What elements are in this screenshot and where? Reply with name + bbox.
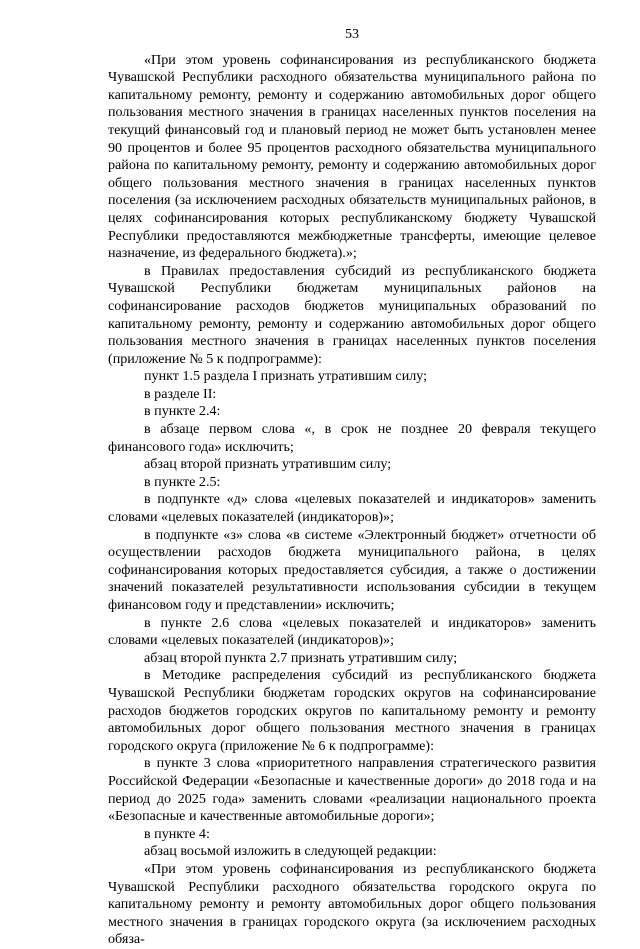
paragraph-6: в абзаце первом слова «, в срок не позднее 20 февраля текущего финансового года» исключить; bbox=[108, 421, 596, 455]
paragraph-7: абзац второй признать утратившим силу; bbox=[144, 456, 392, 473]
paragraph-11: в пункте 2.6 слова «целевых показателей и индикаторов» заменить словами «целевых показателей (индикаторов)»; bbox=[108, 614, 596, 649]
paragraph-2: в Правилах предоставления субсидий из республиканского бюджета Чувашской Республики бюджетам муниципальных районов на софинансирование расходов бюджетов муниципальных образований по капитальному ремонту, ремонту и содержанию автомобильных дорог общего пользования местного значения в границах населенных пунктов поселения (приложение № 5 к подпрограмме): bbox=[108, 262, 596, 367]
paragraph-13: в Методике распределения субсидий из республиканского бюджета Чувашской Республики бюджетам городских округов на софинансирование расходов бюджетов городских округов по капитальному ремонту и ремонту автомобильных дорог общего пользования местного значения в границах городского округа (приложение № 6 к подпрограмме): bbox=[108, 667, 596, 754]
page-number: 53 bbox=[344, 26, 360, 42]
paragraph-3: пункт 1.5 раздела I признать утратившим силу; bbox=[144, 368, 428, 385]
paragraph-15: в пункте 4: bbox=[144, 825, 210, 842]
document-page bbox=[108, 26, 596, 949]
paragraph-14: в пункте 3 слова «приоритетного направления стратегического развития Российской Федерации «Безопасные и качественные дороги» до 2018 года и на период до 2025 года» заменить словами «реализации национального проекта «Безопасные и качественные автомобильные дороги»; bbox=[108, 755, 596, 825]
paragraph-1: «При этом уровень софинансирования из республиканского бюджета Чувашской Республики расходного обязательства муниципального района по капитальному ремонту, ремонту и содержанию автомобильных дорог общего пользования местного значения в границах населенных пунктов поселения на текущий финансовый год и плановый период не может быть установлен менее 90 процентов и более 95 процентов расходного обязательства муниципального района по капитальному ремонту, ремонту и содержанию автомобильных дорог общего пользования местного значения в границах населенных пунктов поселения (за исключением расходных обязательств муниципальных районов, в целях софинансирования которых республиканскому бюджету Чувашской Республики предоставляются межбюджетные трансферты, имеющие целевое назначение, из федерального бюджета).»; bbox=[108, 51, 596, 262]
paragraph-9: в подпункте «д» слова «целевых показателей и индикаторов» заменить словами «целевых показателей (индикаторов)»; bbox=[108, 491, 596, 526]
paragraph-16: абзац восьмой изложить в следующей редакции: bbox=[144, 843, 437, 860]
paragraph-12: абзац второй пункта 2.7 признать утратившим силу; bbox=[144, 649, 458, 666]
paragraph-17: «При этом уровень софинансирования из республиканского бюджета Чувашской Республики расходного обязательства городского округа по капитальному ремонту и ремонту автомобильных дорог общего пользования местного значения в границах городского округа (за исключением расходных обяза- bbox=[108, 860, 596, 948]
paragraph-5: в пункте 2.4: bbox=[144, 403, 221, 420]
paragraph-10: в подпункте «з» слова «в системе «Электронный бюджет» отчетности об осуществлении расходов бюджета муниципального района, в целях софинансирования которых предоставляется субсидия, а также о достижении значений показателей результативности использования субсидии в текущем финансовом году и представлении» исключить; bbox=[108, 526, 596, 613]
paragraph-4: в разделе II: bbox=[144, 385, 217, 402]
paragraph-8: в пункте 2.5: bbox=[144, 473, 221, 490]
